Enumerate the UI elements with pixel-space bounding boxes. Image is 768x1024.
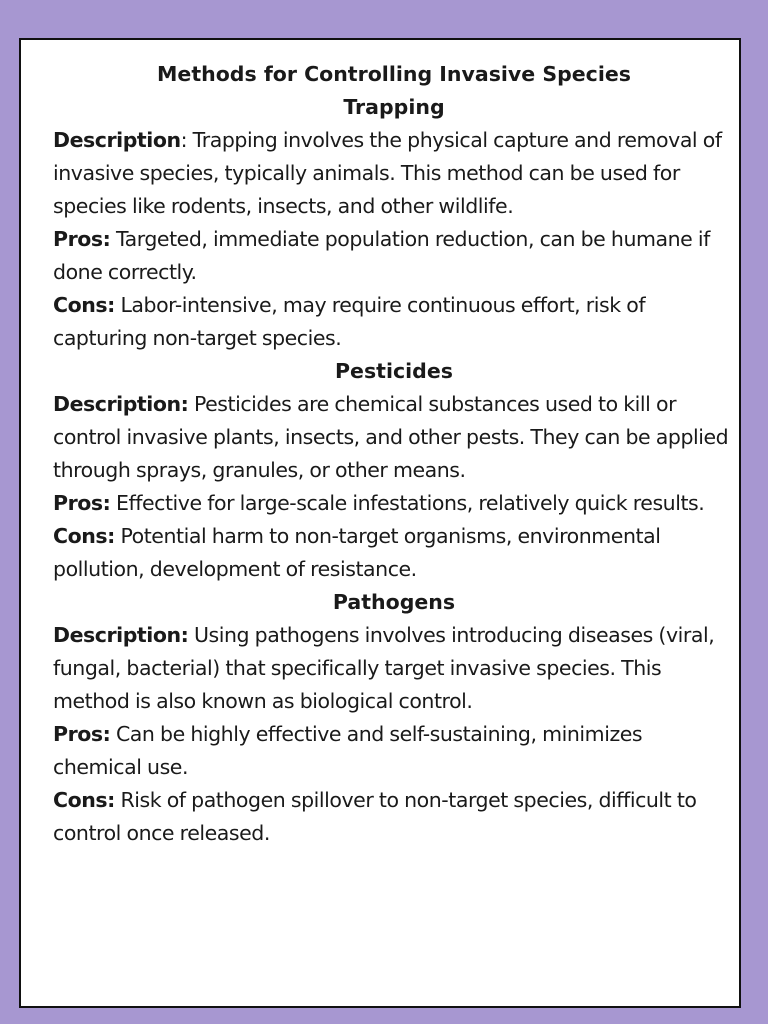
section-pesticides [53,355,735,586]
description-label: Description: [53,623,189,647]
pros-label: Pros: [53,227,111,251]
cons-text: Risk of pathogen spillover to non-target species, difficult to control once released. [53,788,697,845]
cons-text: Potential harm to non-target organisms, environmental pollution, development of resistance. [53,524,661,581]
section-heading: Pathogens [332,590,456,614]
description-text: Using pathogens involves introducing diseases (viral, fungal, bacterial) that specifically target invasive species. This method is also known as biological control. [53,623,715,713]
description-paragraph [53,124,735,223]
description-label: Description [53,128,181,152]
description-paragraph [53,388,735,487]
cons-paragraph [53,784,735,850]
document-card [19,38,741,1008]
cons-label: Cons: [53,524,115,548]
cons-label: Cons: [53,293,115,317]
document-content [53,58,735,850]
pros-paragraph [53,487,735,520]
pros-text: Can be highly effective and self-sustaining, minimizes chemical use. [53,722,643,779]
description-text: Pesticides are chemical substances used to kill or control invasive plants, insects, and other pests. They can be applied through sprays, granules, or other means. [53,392,729,482]
section-heading: Trapping [343,95,445,119]
pros-label: Pros: [53,491,111,515]
pros-paragraph [53,223,735,289]
description-text: : Trapping involves the physical capture and removal of invasive species, typically animals. This method can be used for species like rodents, insects, and other wildlife. [53,128,722,218]
cons-label: Cons: [53,788,115,812]
pros-text: Targeted, immediate population reduction, can be humane if done correctly. [53,227,710,284]
pros-paragraph [53,718,735,784]
cons-text: Labor-intensive, may require continuous effort, risk of capturing non-target species. [53,293,646,350]
description-label: Description: [53,392,189,416]
section-heading: Pesticides [335,359,453,383]
section-trapping [53,91,735,355]
cons-paragraph [53,520,735,586]
document-title: Methods for Controlling Invasive Species [157,62,631,86]
section-pathogens [53,586,735,850]
pros-text: Effective for large-scale infestations, relatively quick results. [110,491,705,515]
cons-paragraph [53,289,735,355]
pros-label: Pros: [53,722,111,746]
description-paragraph [53,619,735,718]
